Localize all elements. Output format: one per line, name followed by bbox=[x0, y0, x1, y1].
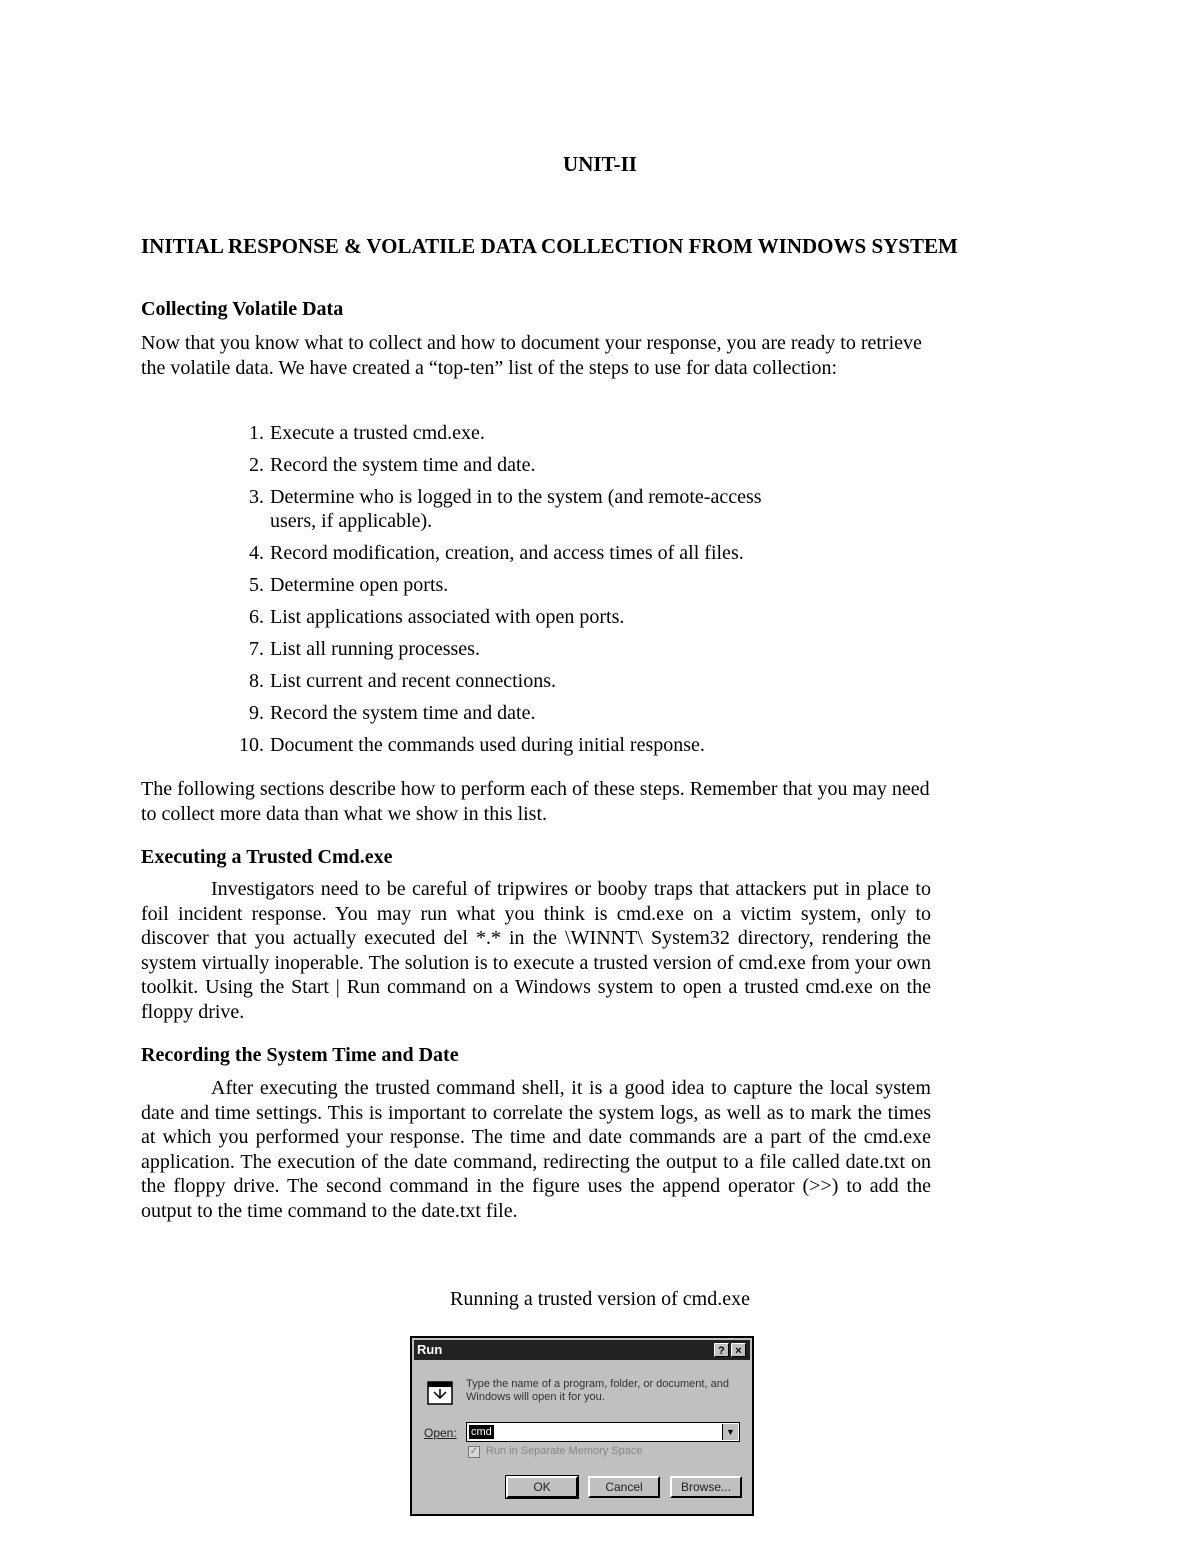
trusted-cmd-paragraph: Investigators need to be careful of tripwires or booby traps that attackers put in place to foil incident response. You may run what you think is cmd.exe on a victim system, only to discover that you actually executed del *.* in the \WINNT\ System32 directory, rendering the system virtually inoperable. The solution is to execute a trusted version of cmd.exe from your own toolkit. Using the Start | Run command on a Windows system to open a trusted cmd.exe on the floppy drive. bbox=[141, 878, 931, 1023]
list-item bbox=[190, 669, 890, 693]
step-number: 4. bbox=[249, 542, 264, 564]
step-text: Determine open ports. bbox=[270, 574, 449, 596]
list-item bbox=[190, 733, 890, 757]
ok-button[interactable]: OK bbox=[506, 1476, 578, 1498]
step-text: Record modification, creation, and access times of all files. bbox=[270, 542, 744, 564]
figure-caption: Running a trusted version of cmd.exe bbox=[450, 1288, 750, 1310]
time-date-paragraph: After executing the trusted command shell, it is a good idea to capture the local system date and time settings. This is important to correlate the system logs, as well as to mark the times at which you performed your response. The time and date commands are a part of the cmd.exe application. The execution of the date command, redirecting the output to a file called date.txt on the floppy drive. The second command in the figure uses the append operator (>>) to add the output to the time command to the date.txt file. bbox=[141, 1077, 931, 1222]
step-number: 2. bbox=[249, 454, 264, 476]
list-item bbox=[190, 541, 890, 565]
list-item bbox=[190, 453, 890, 477]
step-number: 3. bbox=[249, 486, 264, 508]
step-number: 1. bbox=[249, 422, 264, 444]
close-button[interactable]: × bbox=[731, 1343, 746, 1357]
intro-paragraph: Now that you know what to collect and how to document your response, you are ready to retrieve the volatile data. We have created a “top-ten” list of the steps to use for data collection: bbox=[141, 332, 922, 379]
step-number: 6. bbox=[249, 606, 264, 628]
open-combobox[interactable] bbox=[466, 1422, 740, 1442]
checkbox-label: Run in Separate Memory Space bbox=[486, 1445, 643, 1457]
step-text: List all running processes. bbox=[270, 638, 480, 660]
dialog-description: Type the name of a program, folder, or document, and Windows will open it for you. bbox=[466, 1378, 729, 1403]
help-button[interactable]: ? bbox=[714, 1343, 729, 1357]
list-item bbox=[190, 421, 890, 445]
dialog-titlebar bbox=[414, 1340, 750, 1360]
step-text: Determine who is logged in to the system (and remote-access users, if applicable). bbox=[270, 486, 762, 532]
open-value: cmd bbox=[471, 1426, 492, 1438]
run-dialog-figure bbox=[410, 1336, 754, 1516]
step-text: List applications associated with open ports. bbox=[270, 606, 625, 628]
list-item bbox=[190, 605, 890, 629]
open-label: Open: bbox=[424, 1426, 457, 1440]
outro-paragraph: The following sections describe how to perform each of these steps. Remember that you may need to collect more data than what we show in this list. bbox=[141, 778, 930, 825]
step-number: 8. bbox=[249, 670, 264, 692]
step-number: 7. bbox=[249, 638, 264, 660]
chevron-down-icon[interactable]: ▼ bbox=[722, 1424, 738, 1440]
run-program-icon bbox=[426, 1376, 456, 1408]
step-number: 9. bbox=[249, 702, 264, 724]
step-text: Execute a trusted cmd.exe. bbox=[270, 422, 485, 444]
steps-list bbox=[190, 421, 890, 765]
step-text: Document the commands used during initial response. bbox=[270, 734, 705, 756]
step-number: 10. bbox=[239, 734, 264, 756]
cancel-button[interactable]: Cancel bbox=[588, 1476, 660, 1498]
dialog-title: Run bbox=[417, 1342, 443, 1357]
list-item bbox=[190, 637, 890, 661]
step-text: List current and recent connections. bbox=[270, 670, 556, 692]
list-item bbox=[190, 573, 890, 597]
section-heading-trusted-cmd: Executing a Trusted Cmd.exe bbox=[141, 846, 393, 868]
section-heading-collecting: Collecting Volatile Data bbox=[141, 298, 344, 320]
main-title: INITIAL RESPONSE & VOLATILE DATA COLLECTION FROM WINDOWS SYSTEM bbox=[141, 234, 958, 258]
section-heading-time-date: Recording the System Time and Date bbox=[141, 1044, 459, 1066]
step-number: 5. bbox=[249, 574, 264, 596]
step-text: Record the system time and date. bbox=[270, 454, 536, 476]
list-item bbox=[190, 485, 890, 533]
list-item bbox=[190, 701, 890, 725]
separate-memory-checkbox[interactable]: ✓ bbox=[469, 1446, 479, 1457]
step-text: Record the system time and date. bbox=[270, 702, 536, 724]
browse-button[interactable]: Browse... bbox=[670, 1476, 742, 1498]
unit-title: UNIT-II bbox=[563, 152, 637, 176]
